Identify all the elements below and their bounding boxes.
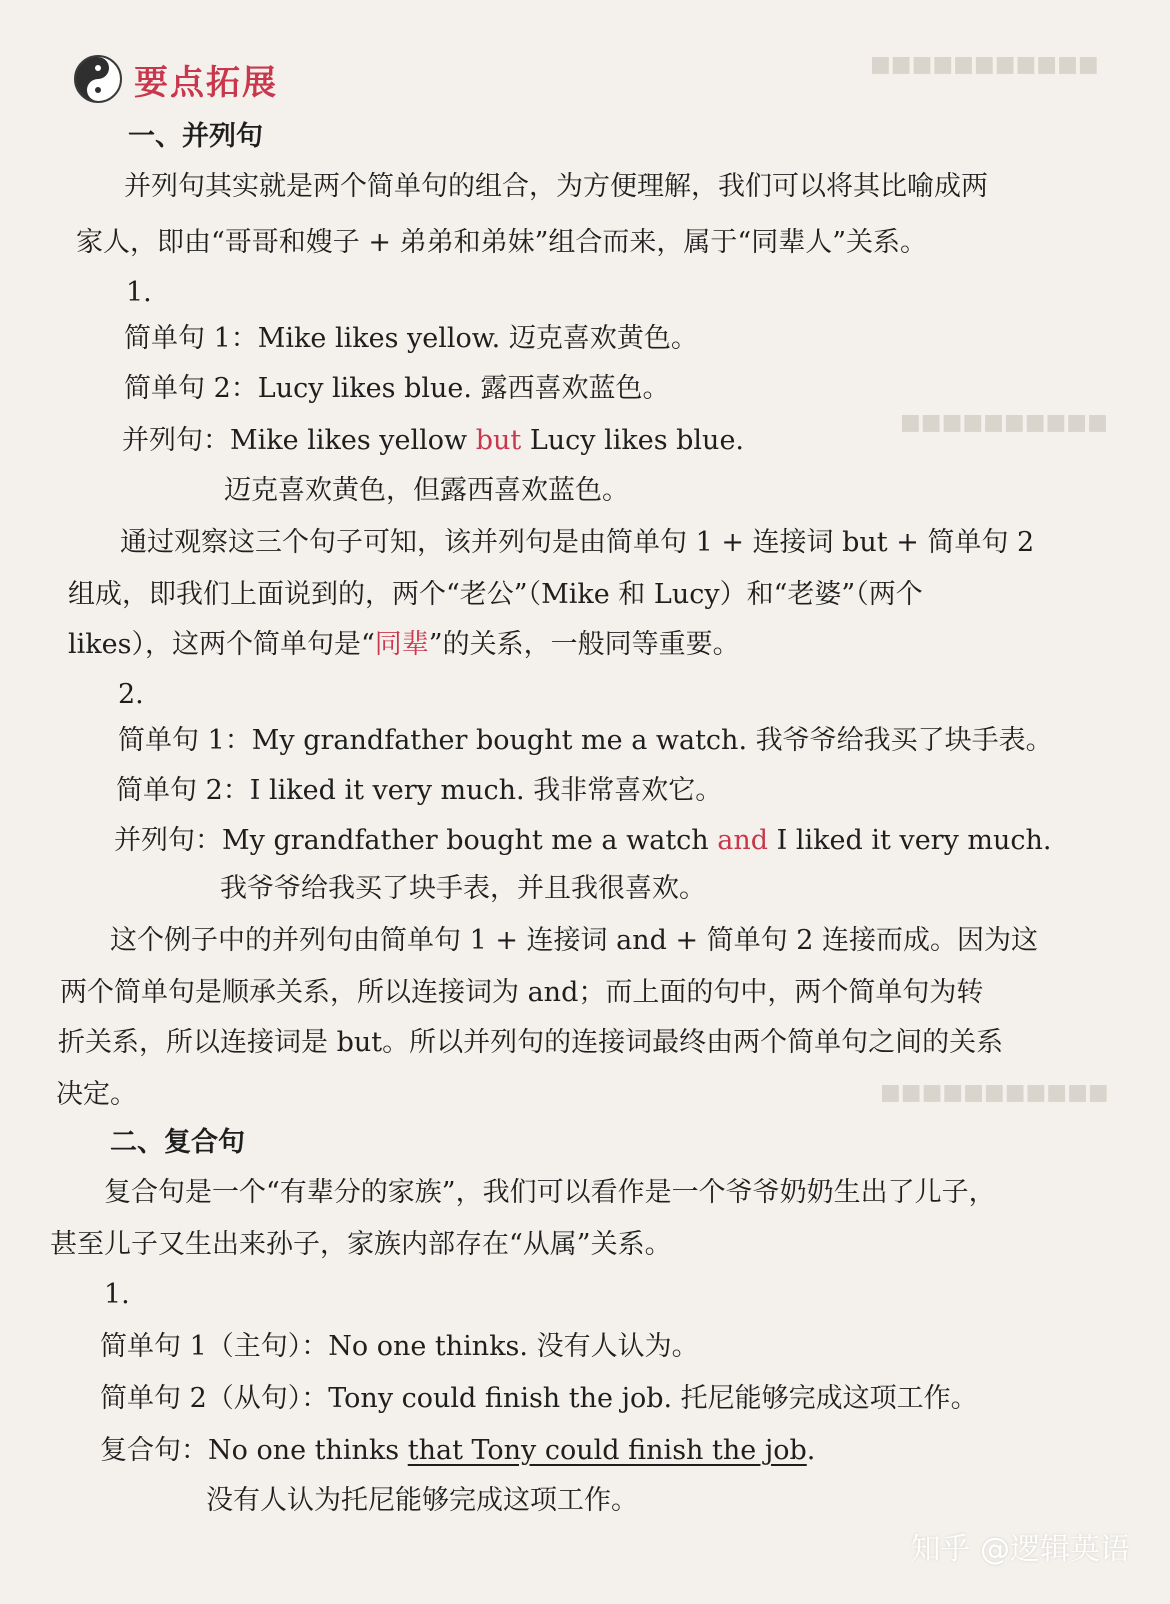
example-sentence: 简单句 1（主句）：No one thinks. 没有人认为。 (100, 1331, 699, 1362)
section-title: 要点拓展 (134, 62, 278, 103)
example-sentence: 简单句 1：Mike likes yellow. 迈克喜欢黄色。 (124, 323, 698, 354)
bleed-through-text: ■■■■■■■■■■■ (870, 52, 1099, 77)
example-number: 1. (104, 1279, 130, 1310)
coordinate-example: 并列句：Mike likes yellow but Lucy likes blue. (122, 425, 745, 456)
example-sentence: 简单句 2：I liked it very much. 我非常喜欢它。 (116, 775, 723, 806)
paragraph-line: 这个例子中的并列句由简单句 1 + 连接词 and + 简单句 2 连接而成。因为这 (110, 925, 1039, 956)
paragraph-line: likes），这两个简单句是“同辈”的关系，一般同等重要。 (68, 629, 740, 660)
section-header (74, 48, 278, 110)
example-number: 2. (118, 679, 144, 710)
underlined-clause: that Tony could finish the job (407, 1435, 807, 1466)
yin-yang-icon (74, 55, 122, 103)
paragraph-line: 通过观察这三个句子可知，该并列句是由简单句 1 + 连接词 but + 简单句 2 (120, 527, 1035, 558)
conjunction-and: and (717, 825, 769, 856)
example-translation: 我爷爷给我买了块手表，并且我很喜欢。 (220, 873, 706, 904)
paragraph-line: 并列句其实就是两个简单句的组合，为方便理解，我们可以将其比喻成两 (124, 171, 988, 202)
paragraph-line: 组成，即我们上面说到的，两个“老公”（Mike 和 Lucy）和“老婆”（两个 (68, 579, 923, 610)
paragraph-line: 决定。 (56, 1079, 137, 1110)
complex-example: 复合句：No one thinks that Tony could finish the job. (100, 1435, 816, 1466)
heading-complex-sentence: 二、复合句 (110, 1127, 245, 1158)
example-number: 1. (126, 277, 152, 308)
coordinate-example: 并列句：My grandfather bought me a watch and I liked it very much. (114, 825, 1052, 856)
paragraph-line: 折关系，所以连接词是 but。所以并列句的连接词最终由两个简单句之间的关系 (58, 1027, 1004, 1058)
watermark: 知乎 @逻辑英语 (910, 1532, 1130, 1567)
paragraph-line: 家人，即由“哥哥和嫂子 + 弟弟和弟妹”组合而来，属于“同辈人”关系。 (76, 227, 927, 258)
highlight-same-generation: 同辈 (374, 629, 429, 660)
example-sentence: 简单句 1：My grandfather bought me a watch. 我爷爷给我买了块手表。 (118, 725, 1053, 756)
heading-coordinate-sentence: 一、并列句 (128, 121, 263, 152)
paragraph-line: 两个简单句是顺承关系，所以连接词为 and；而上面的句中，两个简单句为转 (60, 977, 984, 1008)
bleed-through-text: ■■■■■■■■■■ (900, 410, 1108, 435)
example-translation: 迈克喜欢黄色，但露西喜欢蓝色。 (224, 475, 629, 506)
example-sentence: 简单句 2（从句）：Tony could finish the job. 托尼能够完成这项工作。 (100, 1383, 978, 1414)
example-translation: 没有人认为托尼能够完成这项工作。 (206, 1485, 638, 1516)
conjunction-but: but (475, 425, 522, 456)
paragraph-line: 复合句是一个“有辈分的家族”，我们可以看作是一个爷爷奶奶生出了儿子， (104, 1177, 996, 1208)
example-sentence: 简单句 2：Lucy likes blue. 露西喜欢蓝色。 (124, 373, 670, 404)
paragraph-line: 甚至儿子又生出来孙子，家族内部存在“从属”关系。 (50, 1229, 672, 1260)
bleed-through-text: ■■■■■■■■■■■ (880, 1080, 1109, 1105)
